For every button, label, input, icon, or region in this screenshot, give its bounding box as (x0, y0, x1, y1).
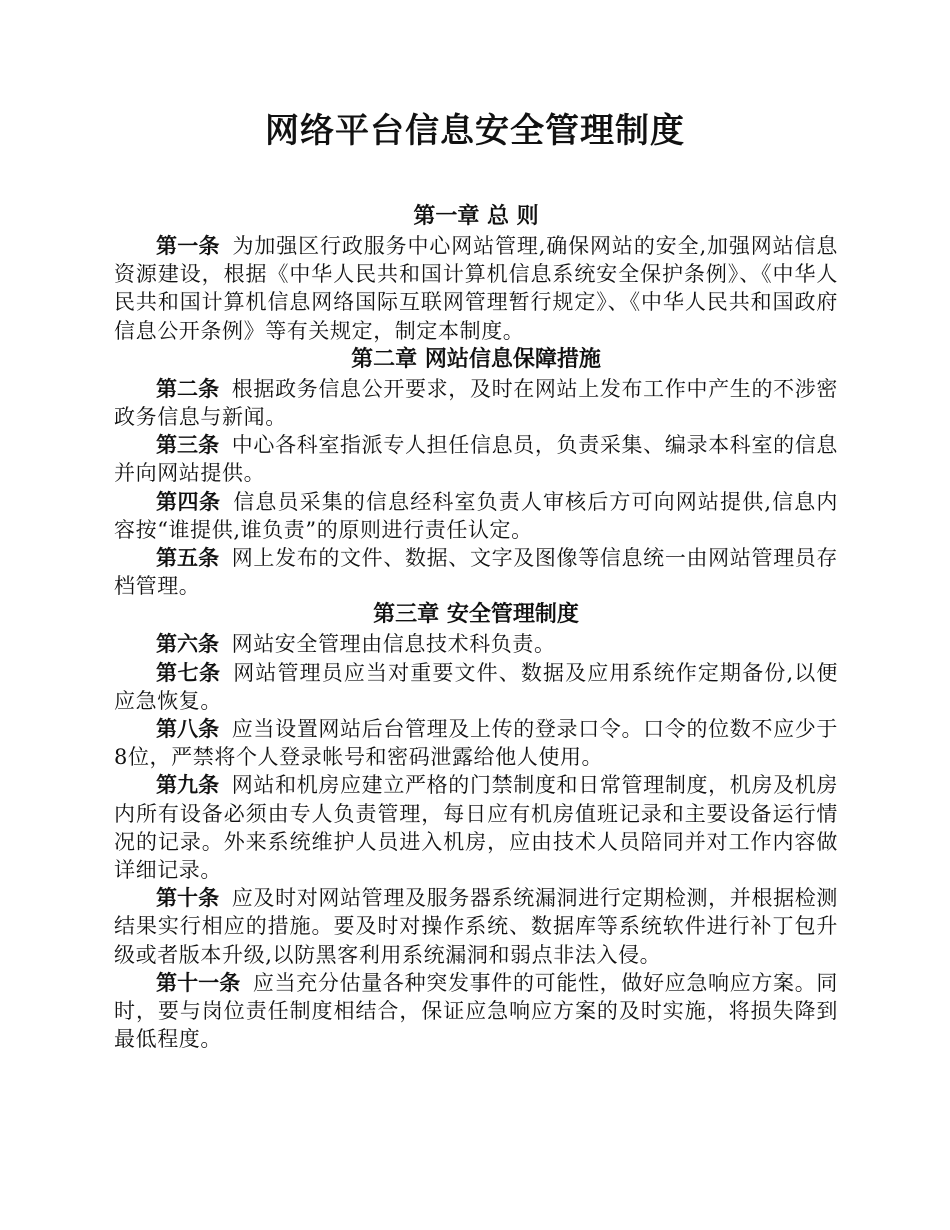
article-text: 应当充分估量各种突发事件的可能性，做好应急响应方案。同时，要与岗位责任制度相结合，保证应急响应方案的及时实施，将损失降到最低程度。 (114, 970, 838, 1052)
article (114, 630, 838, 658)
article (114, 375, 838, 431)
chapter-heading: 第一章 总 则 (413, 204, 539, 229)
chapter-heading: 第三章 安全管理制度 (373, 602, 579, 628)
chapter-heading: 第二章 网站信息保障措施 (351, 346, 601, 372)
article-number: 第八条 (156, 717, 220, 742)
article (114, 488, 838, 544)
chapter-1 (114, 202, 838, 345)
article (114, 884, 838, 969)
document-title: 网络平台信息安全管理制度 (265, 111, 685, 151)
article-number: 第三条 (156, 433, 220, 458)
article-text: 网站管理员应当对重要文件、数据及应用系统作定期备份,以便应急恢复。 (114, 660, 838, 713)
article-text: 网上发布的文件、数据、文字及图像等信息统一由网站管理员存档管理。 (114, 546, 838, 599)
article-text: 根据政务信息公开要求，及时在网站上发布工作中产生的不涉密政务信息与新闻。 (114, 376, 838, 430)
article-text: 为加强区行政服务中心网站管理,确保网站的安全,加强网站信息资源建设，根据《中华人民共和国计算机信息系统安全保护条例》、《中华人民共和国计算机信息网络国际互联网管理暂行规定》、《中华人民共和国政府信息公开条例》等有关规定，制定本制度。 (114, 234, 839, 343)
article-number: 第一条 (156, 234, 220, 258)
article-text: 应当设置网站后台管理及上传的登录口令。口令的位数不应少于8位，严禁将个人登录帐号和密码泄露给他人使用。 (114, 717, 838, 770)
chapter-3 (114, 600, 838, 1053)
article (114, 659, 838, 715)
article-number: 第二条 (156, 376, 220, 401)
article-number: 第四条 (156, 489, 221, 514)
article-number: 第七条 (156, 660, 221, 685)
article-text: 网站和机房应建立严格的门禁制度和日常管理制度，机房及机房内所有设备必须由专人负责管理，每日应有机房值班记录和主要设备运行情况的记录。外来系统维护人员进入机房，应由技术人员陪同并对工作内容做详细记录。 (114, 773, 838, 883)
article-text: 中心各科室指派专人担任信息员，负责采集、编录本科室的信息并向网站提供。 (114, 433, 838, 486)
article (114, 969, 838, 1054)
article-number: 第九条 (156, 773, 220, 798)
article-text: 应及时对网站管理及服务器系统漏洞进行定期检测，并根据检测结果实行相应的措施。要及时对操作系统、数据库等系统软件进行补丁包升级或者版本升级,以防黑客利用系统漏洞和弱点非法入侵。 (114, 886, 838, 967)
article (114, 544, 838, 600)
chapter-2 (114, 345, 838, 601)
article (114, 431, 838, 487)
document-body (114, 202, 838, 1053)
article (114, 715, 838, 771)
article-number: 第五条 (156, 546, 220, 571)
article-number: 第十条 (156, 886, 220, 911)
article (114, 232, 838, 345)
article-text: 网站安全管理由信息技术科负责。 (231, 632, 556, 657)
article-number: 第十一条 (156, 970, 241, 995)
article (114, 771, 838, 884)
article-number: 第六条 (156, 632, 219, 657)
article-text: 信息员采集的信息经科室负责人审核后方可向网站提供,信息内容按“谁提供,谁负责”的原则进行责任认定。 (114, 489, 838, 542)
